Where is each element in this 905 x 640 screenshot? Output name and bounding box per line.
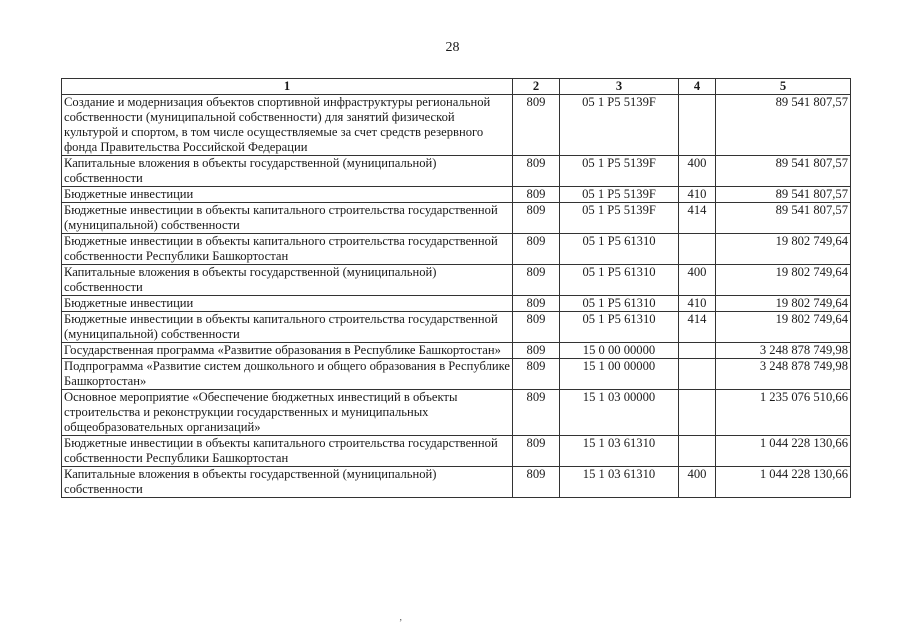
cell-amount: 89 541 807,57: [716, 95, 851, 156]
cell-name: Бюджетные инвестиции в объекты капитального строительства государственной (муниципальной) собственности: [62, 312, 513, 343]
cell-expense-type: 414: [679, 203, 716, 234]
scan-mark: ‚: [399, 612, 403, 623]
cell-target: 05 1 P5 5139F: [560, 187, 679, 203]
cell-name: Бюджетные инвестиции: [62, 187, 513, 203]
cell-expense-type: 410: [679, 296, 716, 312]
cell-name: Капитальные вложения в объекты государственной (муниципальной) собственности: [62, 156, 513, 187]
cell-amount: 19 802 749,64: [716, 312, 851, 343]
cell-expense-type: 400: [679, 156, 716, 187]
cell-ministry: 809: [513, 203, 560, 234]
cell-name: Капитальные вложения в объекты государственной (муниципальной) собственности: [62, 467, 513, 498]
table-header-row: [62, 79, 851, 95]
cell-ministry: 809: [513, 312, 560, 343]
table-row: [62, 312, 851, 343]
table-body: [62, 95, 851, 498]
cell-name: Бюджетные инвестиции: [62, 296, 513, 312]
cell-amount: 89 541 807,57: [716, 156, 851, 187]
cell-amount: 19 802 749,64: [716, 296, 851, 312]
cell-ministry: 809: [513, 467, 560, 498]
cell-ministry: 809: [513, 343, 560, 359]
column-header-ministry: 2: [513, 79, 560, 95]
table-row: [62, 187, 851, 203]
table-row: [62, 95, 851, 156]
table-row: [62, 203, 851, 234]
cell-ministry: 809: [513, 156, 560, 187]
cell-ministry: 809: [513, 234, 560, 265]
column-header-amount: 5: [716, 79, 851, 95]
cell-target: 15 1 03 61310: [560, 467, 679, 498]
cell-expense-type: [679, 436, 716, 467]
cell-target: 05 1 P5 61310: [560, 312, 679, 343]
cell-amount: 89 541 807,57: [716, 187, 851, 203]
cell-name: Основное мероприятие «Обеспечение бюджетных инвестиций в объекты строительства и реконструкции государственных и муниципальных общеобразовательных организаций»: [62, 390, 513, 436]
table-row: [62, 343, 851, 359]
cell-amount: 1 235 076 510,66: [716, 390, 851, 436]
cell-name: Бюджетные инвестиции в объекты капитального строительства государственной собственности Республики Башкортостан: [62, 436, 513, 467]
cell-target: 05 1 P5 5139F: [560, 156, 679, 187]
cell-ministry: 809: [513, 265, 560, 296]
cell-target: 15 1 03 61310: [560, 436, 679, 467]
cell-amount: 3 248 878 749,98: [716, 343, 851, 359]
cell-name: Бюджетные инвестиции в объекты капитального строительства государственной (муниципальной) собственности: [62, 203, 513, 234]
table-row: [62, 156, 851, 187]
cell-target: 05 1 P5 61310: [560, 296, 679, 312]
cell-target: 05 1 P5 61310: [560, 265, 679, 296]
column-header-target: 3: [560, 79, 679, 95]
cell-amount: 1 044 228 130,66: [716, 436, 851, 467]
cell-amount: 19 802 749,64: [716, 265, 851, 296]
page-number: 28: [445, 40, 460, 55]
cell-amount: 1 044 228 130,66: [716, 467, 851, 498]
cell-name: Бюджетные инвестиции в объекты капитального строительства государственной собственности Республики Башкортостан: [62, 234, 513, 265]
cell-amount: 3 248 878 749,98: [716, 359, 851, 390]
cell-ministry: 809: [513, 95, 560, 156]
column-header-name: 1: [62, 79, 513, 95]
table-row: [62, 436, 851, 467]
cell-target: 05 1 P5 5139F: [560, 203, 679, 234]
cell-target: 05 1 P5 61310: [560, 234, 679, 265]
cell-target: 15 1 03 00000: [560, 390, 679, 436]
cell-name: Капитальные вложения в объекты государственной (муниципальной) собственности: [62, 265, 513, 296]
table-row: [62, 296, 851, 312]
cell-target: 05 1 P5 5139F: [560, 95, 679, 156]
cell-ministry: 809: [513, 436, 560, 467]
cell-name: Подпрограмма «Развитие систем дошкольного и общего образования в Республике Башкортостан»: [62, 359, 513, 390]
cell-expense-type: [679, 359, 716, 390]
cell-amount: 19 802 749,64: [716, 234, 851, 265]
cell-ministry: 809: [513, 187, 560, 203]
cell-expense-type: 410: [679, 187, 716, 203]
cell-ministry: 809: [513, 296, 560, 312]
cell-ministry: 809: [513, 390, 560, 436]
budget-table: [61, 78, 851, 498]
table-row: [62, 234, 851, 265]
cell-target: 15 0 00 00000: [560, 343, 679, 359]
cell-expense-type: [679, 234, 716, 265]
cell-ministry: 809: [513, 359, 560, 390]
cell-name: Государственная программа «Развитие образования в Республике Башкортостан»: [62, 343, 513, 359]
table-row: [62, 390, 851, 436]
cell-expense-type: 400: [679, 467, 716, 498]
column-header-expense-type: 4: [679, 79, 716, 95]
cell-expense-type: [679, 343, 716, 359]
cell-amount: 89 541 807,57: [716, 203, 851, 234]
table-row: [62, 265, 851, 296]
table-row: [62, 359, 851, 390]
cell-expense-type: [679, 390, 716, 436]
cell-expense-type: 414: [679, 312, 716, 343]
cell-target: 15 1 00 00000: [560, 359, 679, 390]
cell-name: Создание и модернизация объектов спортивной инфраструктуры региональной собственности (муниципальной собственности) для занятий физической культурой и спортом, в том числе осуществляемые за счет средств резервного фонда Правительства Российской Федерации: [62, 95, 513, 156]
table-row: [62, 467, 851, 498]
cell-expense-type: 400: [679, 265, 716, 296]
cell-expense-type: [679, 95, 716, 156]
